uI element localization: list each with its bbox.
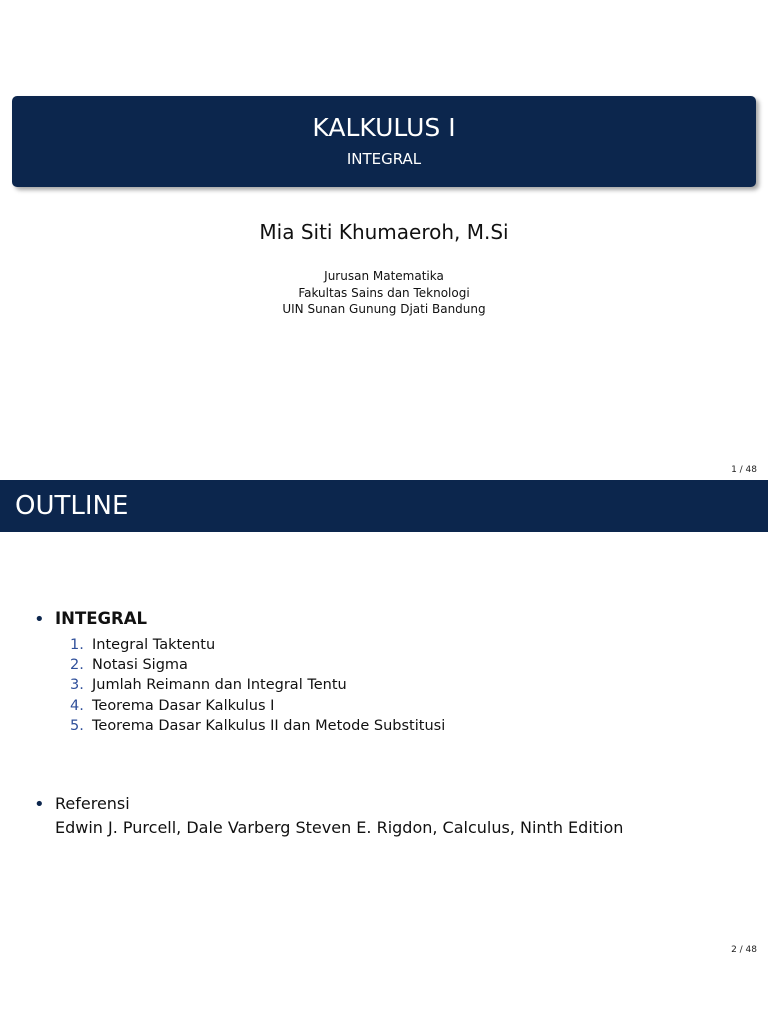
title-box: [12, 96, 756, 187]
list-item-number: 4.: [70, 697, 84, 714]
list-item: [70, 716, 445, 736]
list-item-number: 1.: [70, 637, 84, 653]
list-item: [70, 696, 445, 716]
author-name: Mia Siti Khumaeroh, M.Si: [259, 220, 509, 244]
list-item-number: 5.: [70, 717, 84, 734]
section-heading-integral: INTEGRAL: [55, 609, 148, 628]
presentation-subtitle: INTEGRAL: [346, 150, 422, 168]
bullet-icon: •: [34, 794, 45, 815]
list-item: [70, 635, 445, 655]
institution-line-university: UIN Sunan Gunung Djati Bandung: [282, 302, 486, 316]
list-item: [70, 655, 445, 675]
list-item-text: Notasi Sigma: [92, 657, 188, 674]
section-heading-referensi: Referensi: [55, 794, 130, 813]
title-slide: [0, 0, 768, 480]
list-item-text: Teorema Dasar Kalkulus II dan Metode Substitusi: [92, 717, 446, 734]
list-item-number: 3.: [70, 677, 84, 694]
page-number: 2 / 48: [731, 945, 757, 955]
page-number: 1 / 48: [731, 465, 757, 475]
list-item-text: Integral Taktentu: [92, 637, 216, 653]
list-item-text: Teorema Dasar Kalkulus I: [92, 697, 275, 714]
list-item: [70, 675, 445, 695]
frame-title: OUTLINE: [15, 491, 129, 521]
institution-block: [0, 268, 768, 318]
institution-line-faculty: Fakultas Sains dan Teknologi: [298, 285, 470, 300]
list-item-number: 2.: [70, 657, 84, 674]
list-item-text: Jumlah Reimann dan Integral Tentu: [92, 677, 347, 694]
presentation-title: KALKULUS I: [312, 113, 456, 142]
reference-text: Edwin J. Purcell, Dale Varberg Steven E. Rigdon, Calculus, Ninth Edition: [55, 818, 624, 837]
bullet-icon: •: [34, 609, 45, 630]
frame-title-bar: [0, 480, 768, 532]
outline-list: [70, 635, 445, 736]
institution-line-department: Jurusan Matematika: [324, 269, 444, 283]
outline-slide: [0, 480, 768, 1024]
